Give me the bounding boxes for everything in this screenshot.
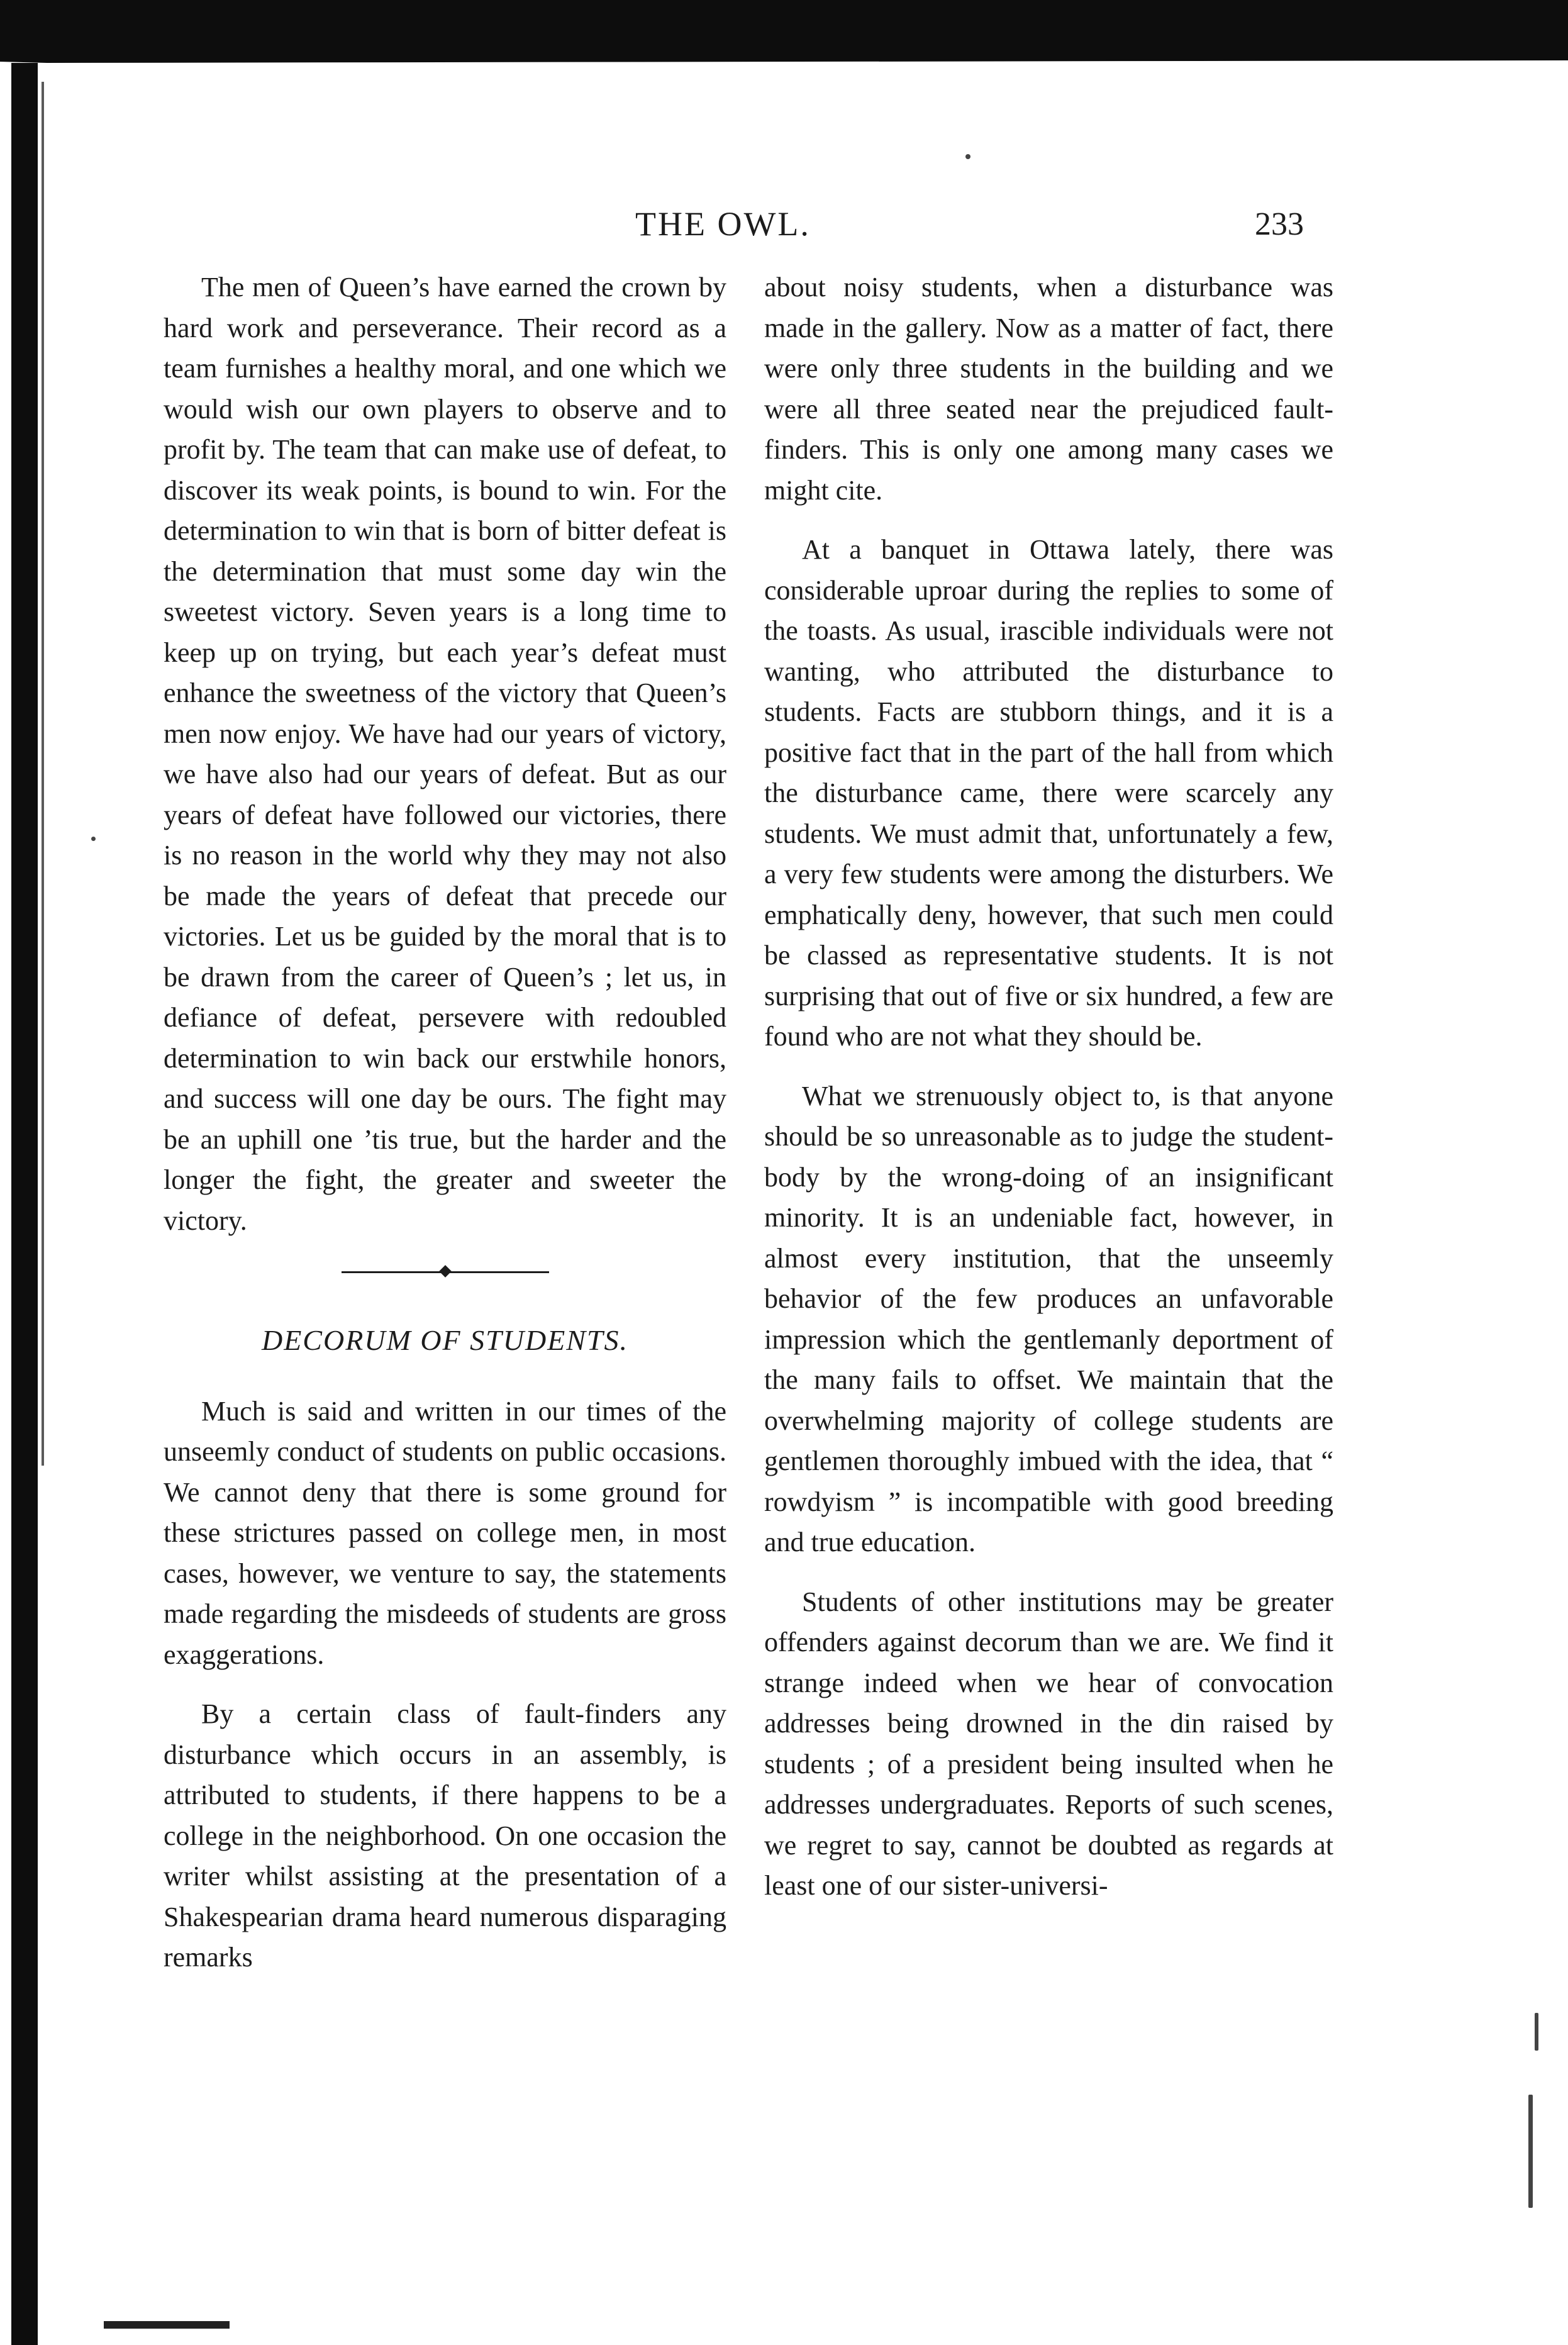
divider-diamond-ornament [439,1265,452,1278]
scan-left-border [11,63,38,2345]
scan-speck [1528,2095,1533,2208]
scan-speck [91,837,96,841]
left-column [164,267,726,1997]
page-number: 233 [1255,206,1304,242]
right-column [764,267,1333,1925]
paragraph: By a certain class of fault-finders any disturbance which occurs in an assembly, is attributed to students, if there happens to be a college in the neighborhood. On one occasion the writer whilst assisting at the presentation of a Shakespearian drama heard numerous disparaging remarks [164,1698,726,1973]
section-heading: DECORUM OF STUDENTS. [261,1324,629,1356]
scan-top-border [0,0,1568,63]
paragraph: Students of other institutions may be greater offenders against decorum than we are. We find it strange indeed when we hear of convocation addresses being drowned in the din raised by students ; of a president being insulted when he addresses undergraduates. Reports of such scenes, we regret to say, cannot be doubted as regards at least one of our sister-universi- [764,1586,1333,1901]
paragraph: Much is said and written in our times of the unseemly conduct of students on public occasions. We cannot deny that there is some ground for these strictures passed on college men, in most cases, however, we venture to say, the statements made regarding the misdeeds of students are gross exaggerations. [164,1395,726,1670]
paragraph: At a banquet in Ottawa lately, there was considerable uproar during the replies to some of the toasts. As usual, irascible individuals were not wanting, who attributed the disturbance to students. Facts are stubborn things, and it is a positive fact that in the part of the hall from which the disturbance came, there were scarcely any students. We must admit that, unfortunately a few, a very few students were among the disturbers. We emphatically deny, however, that such men could be classed as representative students. It is not surprising that out of five or six hundred, a few are found who are not what they should be. [764,534,1333,1052]
section-divider [342,1262,549,1281]
scan-speck [1535,2013,1538,2051]
scan-left-shadow [42,82,44,1466]
paragraph: about noisy students, when a disturbance was made in the gallery. Now as a matter of fact, there were only three students in the building and we were all three seated near the prejudiced fault-finders. This is only one among many cases we might cite. [764,272,1333,506]
paragraph: What we strenuously object to, is that anyone should be so unreasonable as to judge the student-body by the wrong-doing of an insignificant minority. It is an undeniable fact, however, in almost every institution, that the unseemly behavior of the few produces an unfavorable impression which the gentlemanly deportment of the many fails to offset. We maintain that the overwhelming majority of college students are gentlemen thoroughly imbued with the idea, that “ rowdyism ” is incompatible with good breeding and true education. [764,1080,1333,1557]
page-title: THE OWL. [635,205,811,243]
paragraph: The men of Queen’s have earned the crown by hard work and perseverance. Their record as a team furnishes a healthy moral, and one which we would wish our own players to observe and to profit by. The team that can make use of defeat, to discover its weak points, is bound to win. For the determination to win that is born of bitter defeat is the determination that must some day win the sweetest victory. Seven years is a long time to keep up on trying, but each year’s defeat must enhance the sweetness of the victory that Queen’s men now enjoy. We have had our years of victory, we have also had our years of defeat. But as our years of defeat have followed our victories, there is no reason in the world why they may not also be made the years of defeat that precede our victories. Let us be guided by the moral that is to be drawn from the career of Queen’s ; let us, in defiance of defeat, persevere with redoubled determination to win back our erstwhile honors, and success will one day be ours. The fight may be an uphill one ’tis true, but the harder and the longer the fight, the greater and sweeter the victory. [164,272,726,1236]
scan-bottom-mark [104,2321,230,2329]
scan-speck [965,154,970,159]
running-head [0,204,1568,255]
